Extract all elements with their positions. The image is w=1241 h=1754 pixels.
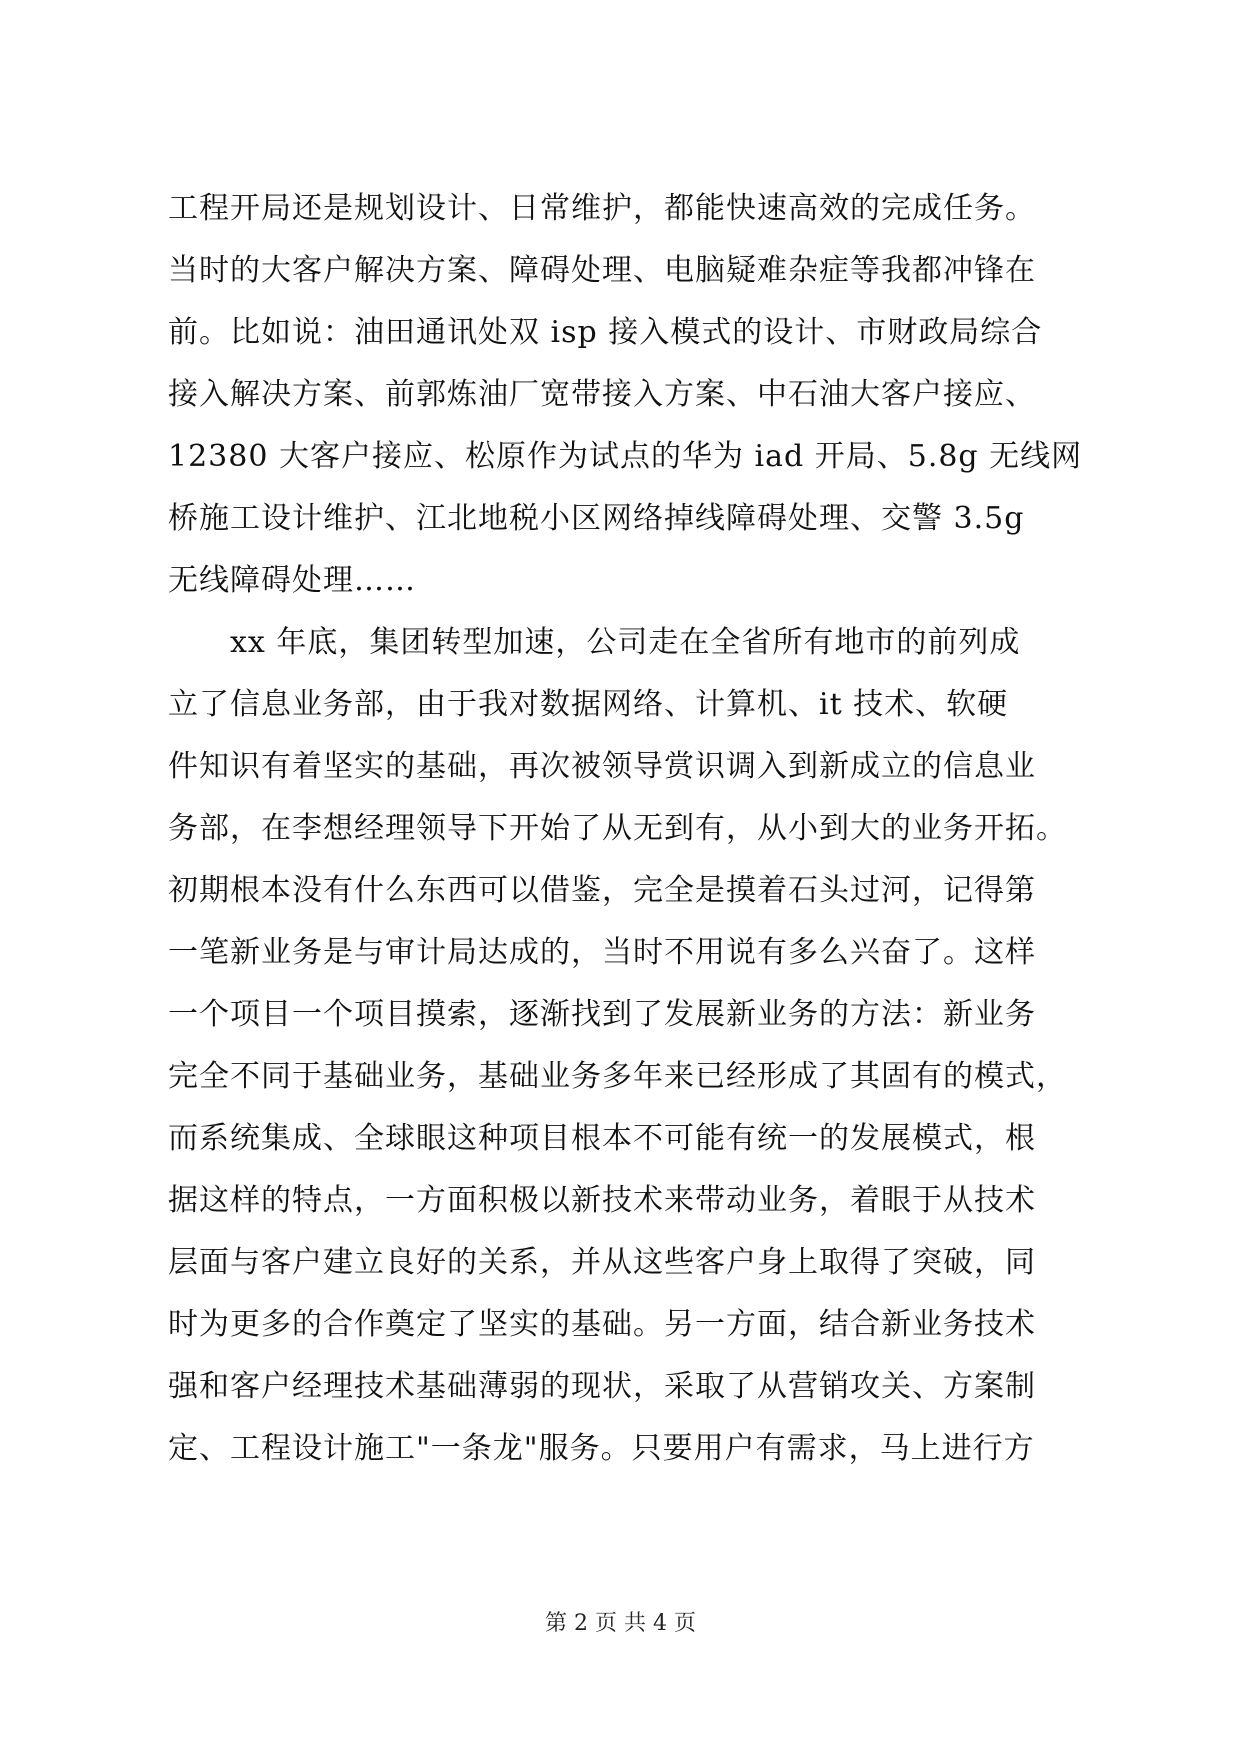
text-line: 工程开局还是规划设计、日常维护，都能快速高效的完成任务。: [168, 191, 1036, 226]
text-line: 据这样的特点，一方面积极以新技术来带动业务，着眼于从技术: [168, 1183, 1036, 1218]
text-line: 强和客户经理技术基础薄弱的现状，采取了从营销攻关、方案制: [168, 1369, 1036, 1404]
text-line: 12380 大客户接应、松原作为试点的华为 iad 开局、5.8g 无线网: [168, 439, 1083, 474]
page-footer: [0, 1606, 1241, 1637]
text-line: 务部，在李想经理领导下开始了从无到有，从小到大的业务开拓。: [168, 811, 1067, 846]
text-line: 前。比如说：油田通讯处双 isp 接入模式的设计、市财政局综合: [168, 315, 1043, 350]
text-line: 桥施工设计维护、江北地税小区网络掉线障碍处理、交警 3.5g: [168, 501, 1025, 536]
text-line: 立了信息业务部，由于我对数据网络、计算机、it 技术、软硬: [168, 687, 1009, 722]
text-line: 无线障碍处理……: [168, 563, 416, 598]
text-line: 件知识有着坚实的基础，再次被领导赏识调入到新成立的信息业: [168, 749, 1036, 784]
text-line: 定、工程设计施工"一条龙"服务。只要用户有需求，马上进行方: [168, 1431, 1035, 1466]
text-line: 接入解决方案、前郭炼油厂宽带接入方案、中石油大客户接应、: [168, 377, 1036, 412]
text-line: 时为更多的合作奠定了坚实的基础。另一方面，结合新业务技术: [168, 1307, 1036, 1342]
paragraph-2: [168, 612, 1088, 1480]
text-line: 层面与客户建立良好的关系，并从这些客户身上取得了突破，同: [168, 1245, 1036, 1280]
body-text: [168, 178, 1088, 1480]
text-line: xx 年底，集团转型加速，公司走在全省所有地市的前列成: [168, 625, 1021, 660]
page-number-label: 第 2 页 共 4 页: [545, 1611, 696, 1636]
text-line: 一笔新业务是与审计局达成的，当时不用说有多么兴奋了。这样: [168, 935, 1036, 970]
text-line: 当时的大客户解决方案、障碍处理、电脑疑难杂症等我都冲锋在: [168, 253, 1036, 288]
text-line: 而系统集成、全球眼这种项目根本不可能有统一的发展模式，根: [168, 1121, 1036, 1156]
text-line: 完全不同于基础业务，基础业务多年来已经形成了其固有的模式，: [168, 1059, 1067, 1094]
text-line: 初期根本没有什么东西可以借鉴，完全是摸着石头过河，记得第: [168, 873, 1036, 908]
paragraph-1: [168, 178, 1088, 612]
text-line: 一个项目一个项目摸索，逐渐找到了发展新业务的方法：新业务: [168, 997, 1036, 1032]
